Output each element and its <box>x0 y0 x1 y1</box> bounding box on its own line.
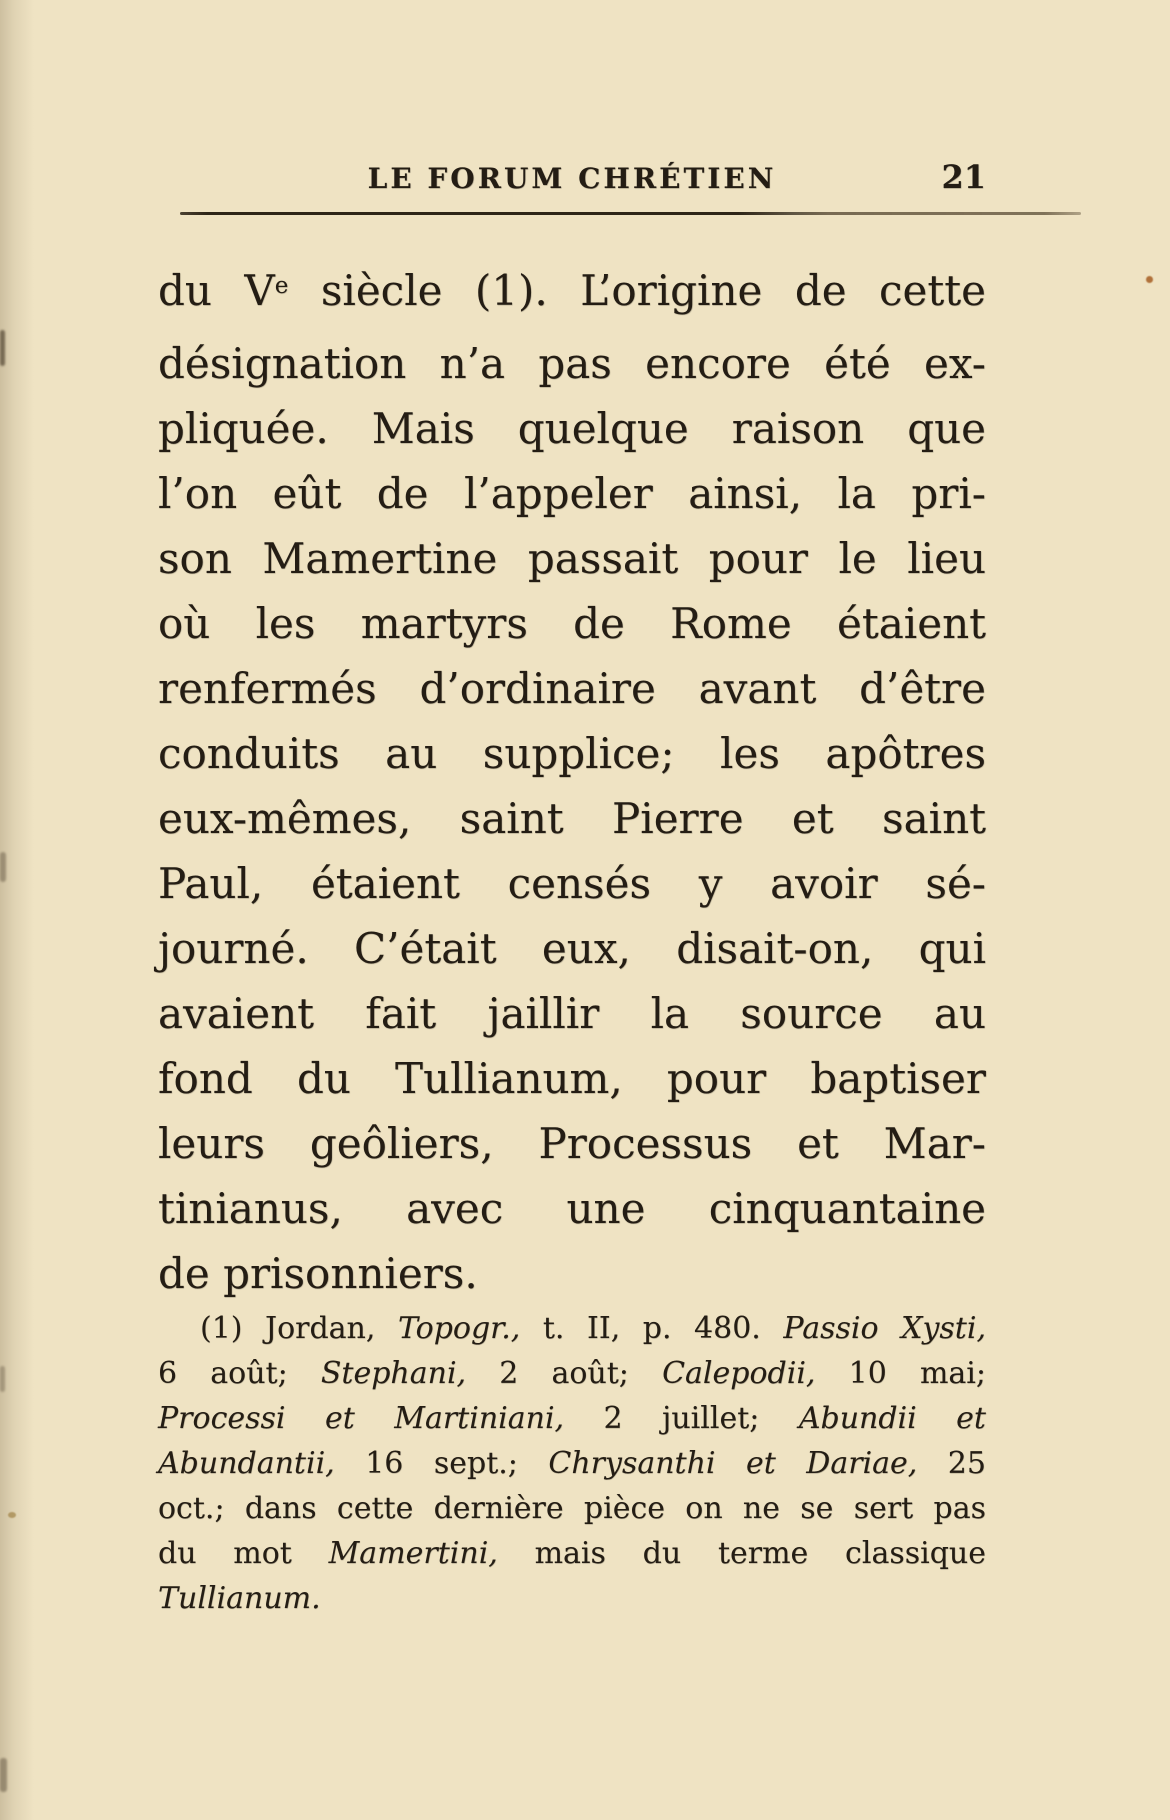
body-line: du Ve siècle (1). L’origine de cette <box>158 266 987 315</box>
scan-edge-mark <box>0 1758 7 1792</box>
page-header <box>158 158 986 200</box>
body-line: eux-mêmes, saint Pierre et saint <box>158 794 986 843</box>
footnote-line: Processi et Martiniani, 2 juillet; Abundii et <box>158 1401 986 1436</box>
body-line: renfermés d’ordinaire avant d’être <box>158 664 986 713</box>
footnote <box>158 1306 986 1621</box>
footnote-line: (1) Jordan, Topogr., t. II, p. 480. Passio Xysti, <box>200 1311 986 1346</box>
body-line: pliquée. Mais quelque raison que <box>158 404 986 453</box>
header-rule <box>180 212 1081 215</box>
body-line: où les martyrs de Rome étaient <box>158 599 986 648</box>
scan-edge-mark <box>0 330 5 366</box>
body-line: conduits au supplice; les apôtres <box>158 729 986 778</box>
body-line: l’on eût de l’appeler ainsi, la pri- <box>158 469 986 518</box>
footnote-line: Tullianum. <box>158 1581 321 1616</box>
scan-edge-mark <box>0 852 6 882</box>
body-line: journé. C’était eux, disait-on, qui <box>158 924 986 973</box>
page-gutter-shadow <box>0 0 34 1820</box>
body-line: fond du Tullianum, pour baptiser <box>158 1054 986 1103</box>
body-line: de prisonniers. <box>158 1249 478 1298</box>
body-line: avaient fait jaillir la source au <box>158 989 986 1038</box>
body-line: tinianus, avec une cinquantaine <box>158 1184 986 1233</box>
body-line: désignation n’a pas encore été ex- <box>158 339 986 388</box>
paper-speck <box>1146 276 1153 283</box>
footnote-line: Abundantii, 16 sept.; Chrysanthi et Dariae, 25 <box>158 1446 986 1481</box>
footnote-line: 6 août; Stephani, 2 août; Calepodii, 10 mai; <box>158 1356 986 1391</box>
body-line: son Mamertine passait pour le lieu <box>158 534 986 583</box>
running-title: LE FORUM CHRÉTIEN <box>367 162 777 195</box>
footnote-line: du mot Mamertini, mais du terme classique <box>158 1536 986 1571</box>
footnote-line: oct.; dans cette dernière pièce on ne se sert pas <box>158 1491 986 1526</box>
body-paragraph <box>158 258 986 1306</box>
body-line: leurs geôliers, Processus et Mar- <box>158 1119 986 1168</box>
body-line: Paul, étaient censés y avoir sé- <box>158 859 986 908</box>
page-number: 21 <box>941 158 986 196</box>
paper-speck <box>8 1512 16 1518</box>
scan-edge-mark <box>0 1366 5 1392</box>
